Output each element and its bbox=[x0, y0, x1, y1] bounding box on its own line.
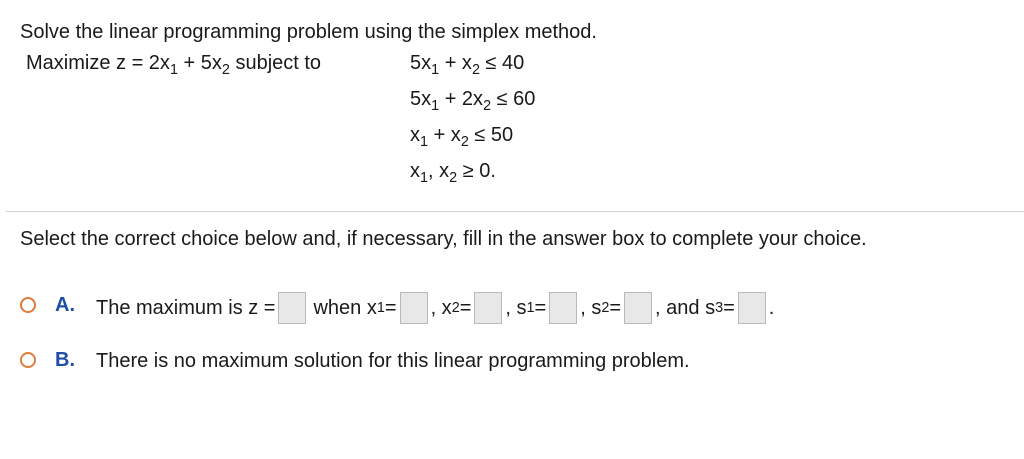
constraint-1 bbox=[410, 51, 525, 79]
constraint-1-rel: ≤ 40 bbox=[479, 52, 525, 74]
choice-a-text-4: , s bbox=[505, 297, 527, 319]
choice-a-text-3: , x bbox=[430, 297, 452, 319]
choice-b-letter: B. bbox=[55, 349, 75, 371]
constraint-3-rel: ≤ 50 bbox=[468, 124, 514, 146]
constraint-3-a: x bbox=[410, 124, 420, 146]
constraint-1-a-sub: 1 bbox=[431, 62, 440, 79]
answer-box-s3[interactable] bbox=[738, 292, 766, 324]
choice-a-eq-4: = bbox=[609, 297, 622, 319]
instruction-text: Solve the linear programming problem using the simplex method. bbox=[20, 21, 597, 43]
objective-function bbox=[26, 51, 322, 79]
choice-b-text: There is no maximum solution for this linear programming problem. bbox=[96, 350, 690, 372]
constraint-4-a: x bbox=[410, 160, 420, 182]
choice-a-eq-1: = bbox=[384, 297, 397, 319]
constraint-3 bbox=[410, 123, 514, 151]
choice-a-row: The maximum is z = when x 1 = , x 2 = , s 1 = , s 2 = , and s 3 = . bbox=[96, 292, 774, 324]
constraint-1-b-sub: 2 bbox=[471, 62, 480, 79]
choice-a-eq-2: = bbox=[459, 297, 472, 319]
objective-sub2: 2 bbox=[221, 62, 230, 79]
objective-mid: + 5x bbox=[177, 52, 222, 74]
answer-box-x2[interactable] bbox=[474, 292, 502, 324]
choice-a-eq-5: = bbox=[723, 297, 735, 319]
constraint-2-a-sub: 1 bbox=[431, 98, 440, 115]
constraint-2-b-sub: 2 bbox=[483, 98, 492, 115]
constraint-4-rel: ≥ 0. bbox=[457, 160, 496, 182]
choice-a-text-5: , s bbox=[580, 297, 602, 319]
choice-b-radio[interactable] bbox=[20, 352, 36, 368]
choice-a-text-2: when x bbox=[313, 297, 377, 319]
constraint-1-op: + x bbox=[439, 52, 472, 74]
objective-suffix: subject to bbox=[229, 52, 322, 74]
constraint-2-op: + 2x bbox=[439, 88, 484, 110]
choice-a-eq-3: = bbox=[534, 297, 547, 319]
objective-prefix: Maximize z = 2x bbox=[26, 52, 170, 74]
answer-box-x1[interactable] bbox=[400, 292, 428, 324]
constraint-4-a-sub: 1 bbox=[420, 170, 429, 187]
constraint-2-rel: ≤ 60 bbox=[491, 88, 536, 110]
constraint-4-b-sub: 2 bbox=[449, 170, 458, 187]
choice-a-text-1: The maximum is z = bbox=[96, 297, 276, 319]
answer-box-s2[interactable] bbox=[624, 292, 652, 324]
choice-a-radio[interactable] bbox=[20, 297, 36, 313]
objective-sub1: 1 bbox=[169, 62, 178, 79]
section-divider bbox=[6, 211, 1024, 212]
choice-a-text-6: , and s bbox=[655, 297, 716, 319]
constraint-3-op: + x bbox=[428, 124, 461, 146]
constraint-3-a-sub: 1 bbox=[420, 134, 429, 151]
constraint-3-b-sub: 2 bbox=[460, 134, 469, 151]
choice-a-period: . bbox=[768, 297, 775, 319]
choice-prompt: Select the correct choice below and, if necessary, fill in the answer box to complete your choice. bbox=[20, 228, 867, 250]
constraint-2-a: 5x bbox=[410, 88, 432, 110]
answer-box-s1[interactable] bbox=[549, 292, 577, 324]
answer-box-z[interactable] bbox=[278, 292, 306, 324]
constraint-2 bbox=[410, 87, 536, 115]
constraint-4-op: , x bbox=[428, 160, 450, 182]
constraint-4 bbox=[410, 159, 496, 187]
choice-a-letter: A. bbox=[55, 294, 75, 316]
constraint-1-a: 5x bbox=[410, 52, 432, 74]
